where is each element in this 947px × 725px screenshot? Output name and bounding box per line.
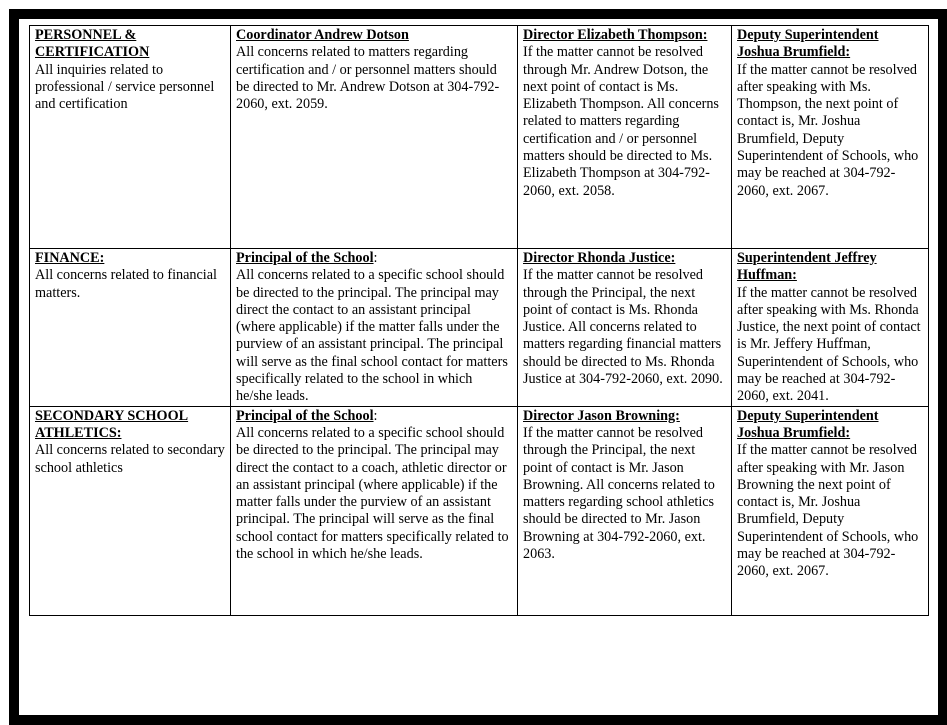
third-contact-cell	[732, 249, 929, 407]
first-contact-title: Principal of the School	[236, 407, 374, 424]
second-contact-title: Director Elizabeth Thompson:	[523, 27, 708, 43]
chain-of-command-table	[29, 25, 929, 616]
area-title: FINANCE:	[35, 250, 105, 266]
second-contact-description: If the matter cannot be resolved through the Principal, the next point of contact is Mr. Jason Browning. All concerns related to matters regarding school athletics should be directed to Mr. Jason Browning at 304-792-2060, ext. 2063.	[523, 424, 715, 563]
area-title: PERSONNEL & CERTIFICATION	[35, 27, 150, 61]
area-title: SECONDARY SCHOOL ATHLETICS:	[35, 407, 189, 441]
third-contact-description: If the matter cannot be resolved after speaking with Ms. Rhonda Justice, the next point of contact is Mr. Jeffery Huffman, Superintendent of Schools, who may be reached at 304-792-2060, ext. 2041.	[737, 284, 921, 405]
area-description: All inquiries related to professional / service personnel and certification	[35, 61, 215, 113]
first-contact-cell	[231, 406, 518, 615]
second-contact-cell	[518, 406, 732, 615]
third-contact-title: Deputy Superintendent Joshua Brumfield:	[737, 27, 879, 61]
second-contact-description: If the matter cannot be resolved through the Principal, the next point of contact is Ms. Rhonda Justice. All concerns related to matters regarding financial matters should be directed to Ms. Rhonda Justice at 304-792-2060, ext. 2090.	[523, 267, 723, 388]
second-contact-title: Director Jason Browning:	[523, 407, 680, 424]
third-contact-description: If the matter cannot be resolved after speaking with Mr. Jason Browning the next point of contact is, Mr. Joshua Brumfield, Deputy Superintendent of Schools, who may be reached at 304-792-2060, ext. 2067.	[737, 442, 919, 580]
second-contact-cell	[518, 26, 732, 249]
first-contact-title: Coordinator Andrew Dotson	[236, 27, 409, 43]
area-description: All concerns related to financial matters.	[35, 267, 217, 301]
first-contact-title-colon: :	[373, 250, 378, 266]
second-contact-cell	[518, 249, 732, 407]
third-contact-title: Superintendent Jeffrey Huffman:	[737, 250, 877, 284]
area-description: All concerns related to secondary school athletics	[35, 442, 225, 476]
first-contact-heading-line	[236, 250, 378, 266]
first-contact-title-colon: :	[373, 407, 378, 424]
first-contact-description: All concerns related to a specific school should be directed to the principal. The principal may direct the contact to a coach, athletic director or an assistant principal (where applicable) if the matter falls under the purview of an assistant principal. The principal will serve as the final school contact for matters specifically related to the school in which he/she leads.	[236, 424, 509, 563]
third-contact-title: Deputy Superintendent Joshua Brumfield:	[737, 407, 879, 441]
first-contact-description: All concerns related to a specific school should be directed to the principal. The principal may direct the contact to an assistant principal (where applicable) if the matter falls under the purview of an assistant principal. The principal will serve as the final school contact for matters specifically related to the school in which he/she leads.	[236, 267, 508, 405]
table-row	[30, 406, 929, 615]
third-contact-description: If the matter cannot be resolved after speaking with Ms. Thompson, the next point of contact is, Mr. Joshua Brumfield, Deputy Superintendent of Schools, who may be reached at 304-792-2060, ext. 2067.	[737, 61, 919, 199]
first-contact-cell	[231, 26, 518, 249]
first-contact-cell	[231, 249, 518, 407]
area-cell	[30, 26, 231, 249]
first-contact-description: All concerns related to matters regarding certification and / or personnel matters should be directed to Mr. Andrew Dotson at 304-792-2060, ext. 2059.	[236, 44, 500, 113]
first-contact-heading-line	[236, 408, 378, 424]
second-contact-title: Director Rhonda Justice:	[523, 250, 676, 266]
third-contact-cell	[732, 26, 929, 249]
table-row	[30, 26, 929, 249]
first-contact-title: Principal of the School	[236, 250, 374, 266]
area-cell	[30, 406, 231, 615]
third-contact-cell	[732, 406, 929, 615]
table-row	[30, 249, 929, 407]
second-contact-description: If the matter cannot be resolved through Mr. Andrew Dotson, the next point of contact is Ms. Elizabeth Thompson. All concerns related to matters regarding certification and / or personnel matters should be directed to Ms. Elizabeth Thompson at 304-792-2060, ext. 2058.	[523, 44, 719, 199]
page-border-frame	[9, 9, 947, 725]
area-cell	[30, 249, 231, 407]
